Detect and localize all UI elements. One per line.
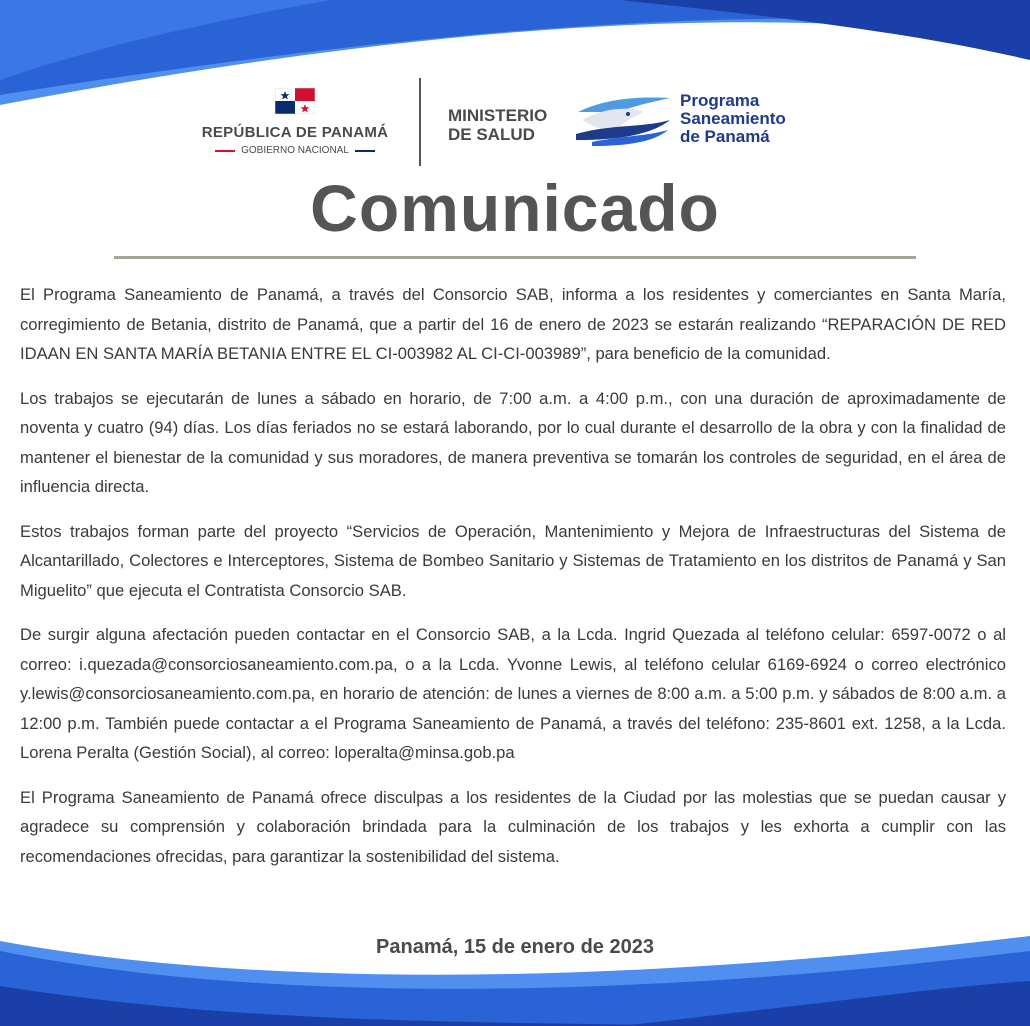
program-line-2: Saneamiento	[680, 109, 786, 128]
ministry-line-1: MINISTERIO	[448, 106, 548, 125]
ministry-logo-text	[448, 106, 547, 144]
red-line-decoration	[215, 150, 235, 152]
header-divider	[419, 78, 421, 166]
program-logo-text	[680, 92, 786, 146]
program-line-1: Programa	[680, 91, 760, 110]
government-name: REPÚBLICA DE PANAMÁ	[201, 124, 389, 141]
date-line: Panamá, 15 de enero de 2023	[376, 936, 654, 958]
paragraph-3: Estos trabajos forman parte del proyecto “Servicios de Operación, Mantenimiento y Mejora de Infraestructuras del Sistema de Alcantarillado, Colectores e Interceptores, Sistema de Bombeo Sanitario y Sistemas de Tratamiento en los distritos de Panamá y San Miguelito” que ejecuta el Contratista Consorcio SAB.	[20, 521, 1006, 600]
paragraph-5: El Programa Saneamiento de Panamá ofrece disculpas a los residentes de la Ciudad por las molestias que se puedan causar y agradece su comprensión y colaboración brindada para la culminación de los trabajos y les exhorta a cumplir con las recomendaciones ofrecidas, para garantizar la sostenibilidad del sistema.	[20, 787, 1006, 866]
paragraph-4: De surgir alguna afectación pueden contactar en el Consorcio SAB, a la Lcda. Ingrid Quezada al teléfono celular: 6597-0072 o al correo: i.quezada@consorciosaneamiento.com.pa, o a la Lcda. Yvonne Lewis, al teléfono celular 6169-6924 o correo electrónico y.lewis@consorciosaneamiento.com.pa, en horario de atención: de lunes a viernes de 8:00 a.m. a 5:00 p.m. y sábados de 8:00 a.m. a 12:00 p.m. También puede contactar a el Programa Saneamiento de Panamá, a través del teléfono: 235-8601 ext. 1258, a la Lcda. Lorena Peralta (Gestión Social), al correo: loperalta@minsa.gob.pa	[20, 625, 1006, 762]
government-subtitle-row	[190, 145, 400, 156]
panama-flag-icon	[275, 88, 315, 114]
paragraph-1: El Programa Saneamiento de Panamá, a través del Consorcio SAB, informa a los residentes y comerciantes en Santa María, corregimiento de Betania, distrito de Panamá, que a partir del 16 de enero de 2023 se estarán realizando “REPARACIÓN DE RED IDAAN EN SANTA MARÍA BETANIA ENTRE EL CI-003982 AL CI-CI-003989”, para beneficio de la comunidad.	[20, 285, 1006, 363]
paragraph-2: Los trabajos se ejecutarán de lunes a sábado en horario, de 7:00 a.m. a 4:00 p.m., con una duración de aproximadamente de noventa y cuatro (94) días. Los días feriados no se estará laborando, por lo cual durante el desarrollo de la obra y con la finalidad de mantener el bienestar de la comunidad y sus moradores, de manera preventiva se tomarán los controles de seguridad, en el área de influencia directa.	[20, 388, 1006, 496]
government-subtitle: GOBIERNO NACIONAL	[241, 145, 349, 156]
ministry-line-2: DE SALUD	[448, 125, 535, 144]
program-line-3: de Panamá	[680, 127, 770, 146]
title-underline	[114, 256, 916, 259]
blue-line-decoration	[355, 150, 375, 152]
page-title: Comunicado	[310, 171, 720, 245]
body-text	[20, 280, 1006, 886]
dolphin-logo-icon	[572, 90, 672, 146]
header	[0, 78, 1030, 168]
government-logo	[190, 88, 400, 156]
